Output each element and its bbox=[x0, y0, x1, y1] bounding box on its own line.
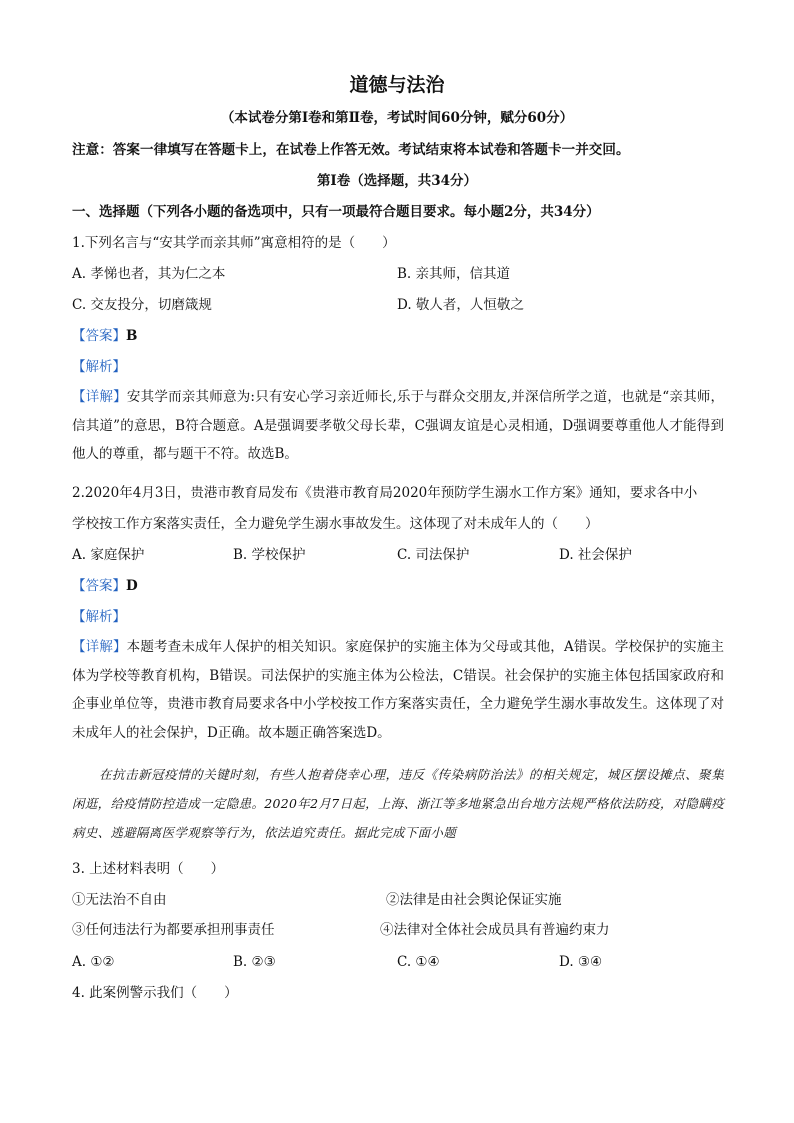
question-1-option-d: D. 敬人者，人恒敬之 bbox=[397, 297, 524, 313]
question-3-option-b: B. ②③ bbox=[233, 954, 276, 970]
answer-value: D bbox=[126, 578, 138, 594]
part-title: 第Ⅰ卷（选择题，共34分） bbox=[316, 173, 478, 189]
question-1-stem: 1.下列名言与“安其学而亲其师”寓意相符的是（ ） bbox=[72, 235, 396, 251]
question-2-option-d: D. 社会保护 bbox=[559, 547, 632, 563]
exam-subtitle: （本试卷分第Ⅰ卷和第Ⅱ卷，考试时间60分钟，赋分60分） bbox=[220, 110, 574, 126]
detail-tag: 【详解】 bbox=[72, 389, 127, 405]
question-1-option-c: C. 交友投分，切磨箴规 bbox=[72, 297, 212, 313]
question-4-stem: 4. 此案例警示我们（ ） bbox=[72, 985, 238, 1001]
detail-tag: 【详解】 bbox=[72, 639, 127, 655]
question-2-detail bbox=[72, 633, 724, 747]
question-3-option-c: C. ①④ bbox=[397, 954, 440, 970]
question-2-option-c: C. 司法保护 bbox=[397, 547, 470, 563]
page-title: 道德与法治 bbox=[349, 74, 445, 96]
question-2-answer bbox=[72, 578, 138, 594]
question-2-stem-line-2: 学校按工作方案落实责任，全力避免学生溺水事故发生。这体现了对未成年人的（ ） bbox=[72, 516, 599, 532]
question-2-option-b: B. 学校保护 bbox=[233, 547, 306, 563]
question-1-option-b: B. 亲其师，信其道 bbox=[397, 266, 511, 282]
answer-value: B bbox=[126, 328, 138, 344]
question-1-analysis-tag: 【解析】 bbox=[72, 359, 126, 375]
question-3-item-1: ①无法治不自由 bbox=[72, 892, 167, 908]
question-3-option-a: A. ①② bbox=[72, 954, 115, 970]
answer-tag: 【答案】 bbox=[72, 578, 126, 594]
question-3-item-3: ③任何违法行为都要承担刑事责任 bbox=[72, 922, 275, 938]
question-3-item-4: ④法律对全体社会成员具有普遍约束力 bbox=[380, 922, 610, 938]
reading-material: 在抗击新冠疫情的关键时刻，有些人抱着侥幸心理，违反《传染病防治法》的相关规定，城区摆设摊点、聚集闲逛，给疫情防控造成一定隐患。2020年2月7日起，上海、浙江等多地紧急出台地方法规严格依法防疫，对隐瞒疫病史、逃避隔离医学观察等行为，依法追究责任。据此完成下面小题 bbox=[72, 767, 724, 840]
question-3-option-d: D. ③④ bbox=[559, 954, 603, 970]
question-1-detail bbox=[72, 383, 724, 469]
section-title: 一、选择题（下列各小题的备选项中，只有一项最符合题目要求。每小题2分，共34分） bbox=[72, 204, 600, 220]
exam-notice: 注意：答案一律填写在答题卡上，在试卷上作答无效。考试结束将本试卷和答题卡一并交回。 bbox=[72, 142, 630, 158]
question-3-stem: 3. 上述材料表明（ ） bbox=[72, 861, 225, 877]
answer-tag: 【答案】 bbox=[72, 328, 126, 344]
question-2-analysis-tag: 【解析】 bbox=[72, 609, 126, 625]
detail-text: 安其学而亲其师意为:只有安心学习亲近师长,乐于与群众交朋友,并深信所学之道，也就是“亲其师，信其道”的意思，B符合题意。A是强调要孝敬父母长辈，C强调友谊是心灵相通，D强调要尊重他人才能得到他人的尊重，都与题干不符。故选B。 bbox=[72, 389, 725, 462]
question-1-answer bbox=[72, 328, 137, 344]
question-3-item-2: ②法律是由社会舆论保证实施 bbox=[386, 892, 562, 908]
question-2-stem-line-1: 2.2020年4月3日，贵港市教育局发布《贵港市教育局2020年预防学生溺水工作方案》通知，要求各中小 bbox=[72, 485, 698, 501]
question-2-option-a: A. 家庭保护 bbox=[72, 547, 145, 563]
detail-text: 本题考查未成年人保护的相关知识。家庭保护的实施主体为父母或其他，A错误。学校保护的实施主体为学校等教育机构，B错误。司法保护的实施主体为公检法，C错误。社会保护的实施主体包括国家政府和企事业单位等，贵港市教育局要求各中小学校按工作方案落实责任，全力避免学生溺水事故发生。这体现了对未成年人的社会保护，D正确。故本题正确答案选D。 bbox=[72, 639, 725, 741]
question-1-option-a: A. 孝悌也者，其为仁之本 bbox=[72, 266, 226, 282]
